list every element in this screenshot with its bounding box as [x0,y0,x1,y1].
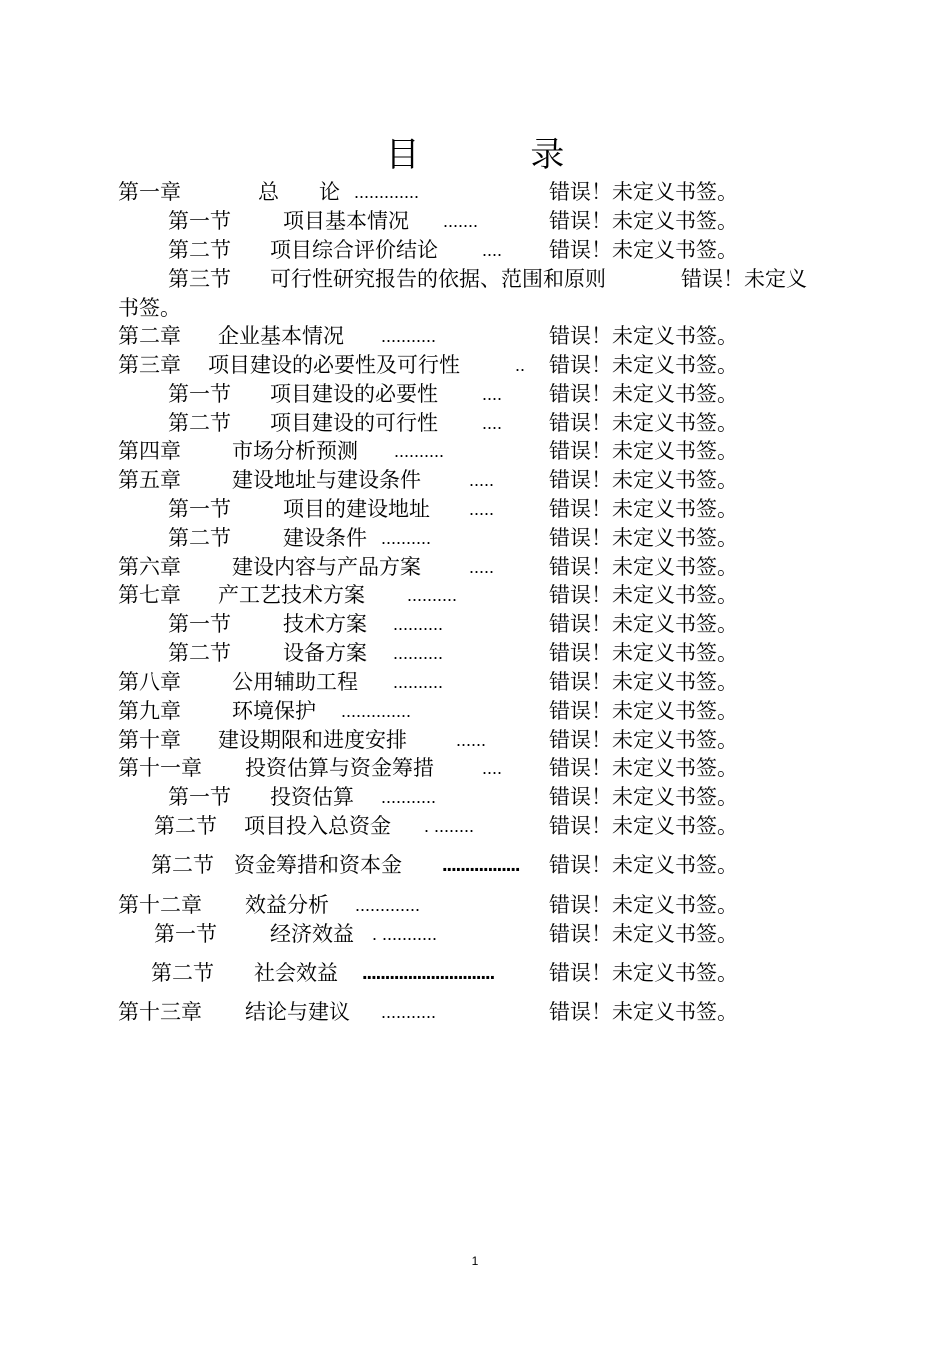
toc-entry-page-ref: 错误！未定义 [681,267,807,291]
toc-entry-page-ref: 错误！未定义书签。 [549,728,738,752]
toc-title: 目 录 [385,135,615,175]
toc-entry-page-ref: 错误！未定义书签。 [549,583,738,607]
toc-entry-number: 第一节 [154,922,217,946]
toc-entry-leader: ...... [456,730,487,750]
toc-entry-page-ref: 错误！未定义书签。 [549,180,738,204]
toc-entry-number: 第五章 [118,468,181,492]
toc-entry-label: 总 论 [258,180,341,204]
toc-entry-leader: .......... [393,614,444,634]
toc-entry-number: 第一节 [168,497,231,521]
toc-entry-number: 第二节 [151,853,214,877]
toc-entry-number: 第二节 [168,238,231,262]
toc-entry-label: 项目投入总资金 [244,814,391,838]
toc-entry-label: 项目综合评价结论 [270,238,438,262]
toc-entry-label: 结论与建议 [245,1000,350,1024]
toc-entry-leader: ..... [469,557,495,577]
toc-entry-leader: .... [482,758,503,778]
toc-entry-label: 技术方案 [283,612,367,636]
toc-entry-label: 建设期限和进度安排 [218,728,407,752]
toc-entry-number: 第二节 [151,961,214,985]
toc-entry-label: 市场分析预测 [232,439,358,463]
toc-entry-leader: . ........ [424,816,475,836]
toc-entry-page-ref: 错误！未定义书签。 [549,641,738,665]
toc-entry-number: 第四章 [118,439,181,463]
toc-entry-leader: .......... [393,643,444,663]
toc-entry-label: 项目建设的必要性及可行性 [208,353,460,377]
toc-entry-page-ref: 错误！未定义书签。 [549,209,738,233]
toc-entry-number: 第一节 [168,209,231,233]
toc-entry-label: 效益分析 [245,893,329,917]
toc-entry-number: 第三章 [118,353,181,377]
toc-entry-leader: ........... [381,326,437,346]
toc-entry-label: 建设地址与建设条件 [232,468,421,492]
toc-entry-number: 第二节 [168,641,231,665]
toc-entry-page-ref: 错误！未定义书签。 [549,814,738,838]
toc-entry-number: 第十三章 [118,1000,202,1024]
toc-entry-label: 公用辅助工程 [232,670,358,694]
toc-entry-page-ref: 错误！未定义书签。 [549,922,738,946]
toc-entry-leader: .......... [381,528,432,548]
toc-entry-label: 资金筹措和资本金 [234,853,402,877]
toc-entry-label: 建设条件 [283,526,367,550]
toc-entry-leader: ........... [381,1002,437,1022]
toc-entry-page-ref: 错误！未定义书签。 [549,853,738,877]
toc-entry-label: 投资估算与资金筹措 [245,756,434,780]
toc-entry-page-ref: 错误！未定义书签。 [549,526,738,550]
toc-entry-label: 项目的建设地址 [283,497,430,521]
toc-entry-leader: ............. [354,182,420,202]
toc-entry-page-ref: 错误！未定义书签。 [549,612,738,636]
toc-entry-leader: . ........... [372,924,438,944]
toc-entry-page-ref: 错误！未定义书签。 [549,893,738,917]
toc-entry-number: 第一节 [168,785,231,809]
toc-entry-number: 第六章 [118,555,181,579]
toc-entry-page-ref: 错误！未定义书签。 [549,699,738,723]
toc-entry-page-ref: 错误！未定义书签。 [549,439,738,463]
toc-entry-page-ref: 错误！未定义书签。 [549,468,738,492]
toc-entry-leader: ............. [355,895,421,915]
toc-entry-page-ref: 错误！未定义书签。 [549,411,738,435]
toc-entry-label: 项目基本情况 [283,209,409,233]
toc-entry-leader: .... [482,384,503,404]
toc-entry-leader: .... [482,413,503,433]
toc-entry-label: 环境保护 [232,699,316,723]
toc-entry-page-ref: 错误！未定义书签。 [549,756,738,780]
toc-entry-leader: .... [482,240,503,260]
toc-entry-leader: .......... [394,441,445,461]
toc-entry-page-ref: 错误！未定义书签。 [549,353,738,377]
toc-entry-number: 第二节 [154,814,217,838]
toc-entry-page-ref: 错误！未定义书签。 [549,1000,738,1024]
toc-entry-leader: ....... [443,211,479,231]
toc-entry-number: 第一节 [168,612,231,636]
toc-entry-page-ref: 错误！未定义书签。 [549,497,738,521]
page-number: 1 [471,1254,479,1268]
toc-entry-label: 项目建设的可行性 [270,411,438,435]
toc-entry-page-ref: 错误！未定义书签。 [549,785,738,809]
toc-entry-leader: .......... [407,585,458,605]
toc-entry-number: 第一节 [168,382,231,406]
toc-entry-number: 第二节 [168,411,231,435]
toc-entry-page-ref: 错误！未定义书签。 [549,238,738,262]
toc-entry-label: 社会效益 [254,961,338,985]
toc-entry-leader: ............................. [362,962,495,984]
toc-entry-page-ref: 错误！未定义书签。 [549,555,738,579]
toc-entry-page-ref: 错误！未定义书签。 [549,382,738,406]
toc-entry-number: 第十二章 [118,893,202,917]
toc-entry-number: 第二章 [118,324,181,348]
toc-entry-page-ref: 错误！未定义书签。 [549,961,738,985]
toc-entry-number: 第八章 [118,670,181,694]
toc-entry-number: 第十一章 [118,756,202,780]
toc-entry-number: 第二节 [168,526,231,550]
toc-entry-page-ref-cont: 书签。 [118,296,181,320]
toc-entry-number: 第七章 [118,583,181,607]
toc-entry-page-ref: 错误！未定义书签。 [549,324,738,348]
toc-entry-label: 项目建设的必要性 [270,382,438,406]
toc-entry-label: 经济效益 [270,922,354,946]
toc-entry-leader: ........... [381,787,437,807]
toc-entry-number: 第九章 [118,699,181,723]
toc-entry-page-ref: 错误！未定义书签。 [549,670,738,694]
toc-entry-label: 产工艺技术方案 [218,583,365,607]
toc-entry-label: 设备方案 [283,641,367,665]
toc-entry-label: 企业基本情况 [218,324,344,348]
toc-entry-label: 建设内容与产品方案 [232,555,421,579]
toc-entry-number: 第十章 [118,728,181,752]
toc-entry-label: 可行性研究报告的依据、范围和原则 [270,267,606,291]
toc-entry-label: 投资估算 [270,785,354,809]
toc-entry-leader: .............. [341,701,412,721]
toc-entry-number: 第一章 [118,180,181,204]
toc-entry-leader: .. [515,355,526,375]
toc-entry-number: 第三节 [168,267,231,291]
toc-entry-leader: ................. [442,854,520,876]
toc-entry-leader: ..... [469,499,495,519]
toc-entry-leader: ..... [469,470,495,490]
toc-entry-leader: .......... [393,672,444,692]
